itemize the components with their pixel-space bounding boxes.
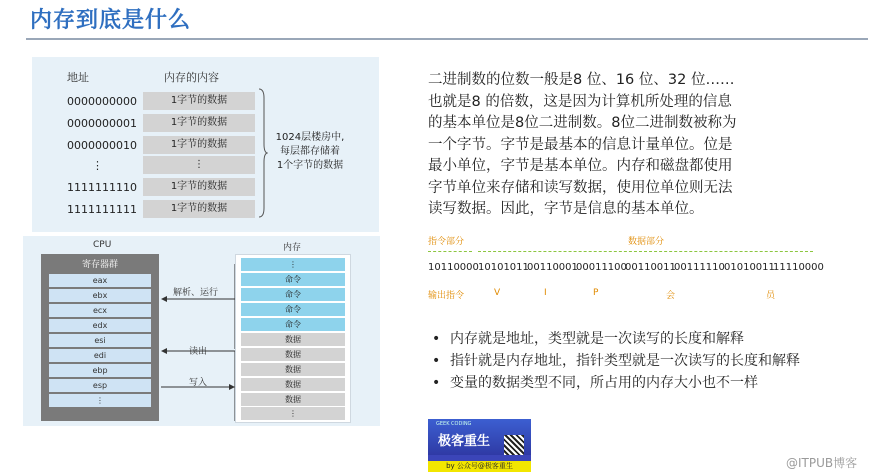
memory-cell-4: 1字节的数据 [143,178,255,196]
memory-cell-5: 1字节的数据 [143,200,255,218]
register-ebp: ebp [49,364,151,377]
memory-row-9: 数据 [241,393,345,406]
paragraph-line-0: 二进制数的位数一般是8 位、16 位、32 位…… [428,72,735,88]
watermark: @ITPUB博客 [786,456,858,470]
memory-cell-3: ⋮ [143,156,255,174]
memory-row-1: 命令 [241,273,345,286]
brace-note-line-0: 1024层楼房中, [275,132,345,143]
qr-code-icon [504,435,524,455]
cpu-label: CPU [93,240,112,250]
memory-row-2: 命令 [241,288,345,301]
arrow-label-read: 读出 [189,347,208,357]
page-title: 内存到底是什么 [30,8,192,33]
register-ecx: ecx [49,304,151,317]
memory-cell-1: 1字节的数据 [143,114,255,132]
decoded-label-5: 员 [766,291,776,301]
register-esi: esi [49,334,151,347]
paragraph-line-6: 读写数据。因此，字节是信息的基本单位。 [428,201,704,217]
paragraph-line-2: 的基本单位是8位二进制数。8位二进制数被称为 [428,115,737,131]
bullet-dot-icon: • [432,331,441,347]
arrow-label-parse-run: 解析、运行 [173,288,219,298]
instruction-dash-line [428,251,472,252]
bits-0: 10110000 [428,262,479,273]
decoded-label-0: 输出指令 [428,291,465,301]
bits-5: 00111110 [674,262,725,273]
logo-subtitle: GEEK CODING [436,421,472,427]
bullet-text: 内存就是地址，类型就是一次读写的长度和解释 [450,331,744,347]
address-row-4: 1111111110 [67,181,137,194]
address-column-header: 地址 [67,71,89,84]
memory-row-0: ⋮ [241,258,345,271]
explanation-paragraph [428,70,790,221]
bits-4: 00110011 [625,262,676,273]
bullet-list [432,328,800,394]
address-row-0: 0000000000 [67,95,137,108]
paragraph-line-5: 字节单位来存储和读写数据，使用位单位则无法 [428,179,733,196]
label-data-part: 数据部分 [628,237,665,247]
cpu-memory-panel [23,236,380,426]
list-item [432,328,800,350]
bits-2: 00110001 [527,262,578,273]
register-esp: esp [49,379,151,392]
paragraph-line-3: 一个字节。字节是最基本的信息计量单位。位是 [428,136,733,153]
bits-7: 11110000 [773,262,824,273]
memory-label: 内存 [283,243,302,253]
register-ebx: ebx [49,289,151,302]
encoding-diagram [428,232,828,302]
memory-cell-0: 1字节的数据 [143,92,255,110]
memory-row-4: 命令 [241,318,345,331]
register-more: ⋮ [49,394,151,407]
data-flow-arrows [161,254,235,421]
address-row-2: 0000000010 [67,139,137,152]
bullet-dot-icon: • [432,375,441,391]
logo-banner [428,419,531,455]
content-column-header: 内存的内容 [164,71,219,84]
bits-6: 01010011 [724,262,775,273]
paragraph-line-1: 也就是8 的倍数，这是因为计算机所处理的信息 [428,93,732,110]
memory-row-5: 数据 [241,333,345,346]
memory-row-7: 数据 [241,363,345,376]
data-dash-line [478,251,813,252]
brace-note-line-2: 1个字节的数据 [276,160,344,171]
decoded-label-2: I [544,288,547,298]
decoded-label-4: 会 [666,291,676,301]
paragraph-line-4: 最小单位，字节是基本单位。内存和磁盘都使用 [428,158,733,174]
address-row-1: 0000000001 [67,117,137,130]
brace-note [265,131,355,173]
title-divider [26,38,868,40]
list-item [432,350,800,372]
decoded-label-1: V [494,288,501,298]
brace-note-line-1: 每层都存储着 [280,146,340,157]
logo-name: 极客重生 [438,434,491,449]
memory-address-panel [32,57,379,232]
register-group-header: 寄存器群 [81,260,118,270]
bullet-text: 指针就是内存地址，指针类型就是一次读写的长度和解释 [450,353,800,369]
memory-row-6: 数据 [241,348,345,361]
address-row-3: ⋮ [92,159,103,172]
bullet-text: 变量的数据类型不同，所占用的内存大小也不一样 [450,375,758,391]
address-row-5: 1111111111 [67,203,137,216]
label-instruction-part: 指令部分 [428,237,465,247]
geek-logo [428,419,531,472]
memory-cell-2: 1字节的数据 [143,136,255,154]
memory-row-8: 数据 [241,378,345,391]
bullet-dot-icon: • [432,353,441,369]
bits-3: 00011100 [576,262,627,273]
memory-column [235,254,351,423]
decoded-label-3: P [593,288,599,298]
logo-footer: by 公众号@极客重生 [428,461,531,472]
list-item [432,372,800,394]
memory-row-3: 命令 [241,303,345,316]
register-edi: edi [49,349,151,362]
register-edx: edx [49,319,151,332]
register-eax: eax [49,274,151,287]
arrow-label-write: 写入 [189,378,208,388]
memory-row-10: ⋮ [241,407,345,420]
cpu-block [41,254,159,421]
bits-1: 10101011 [478,262,529,273]
